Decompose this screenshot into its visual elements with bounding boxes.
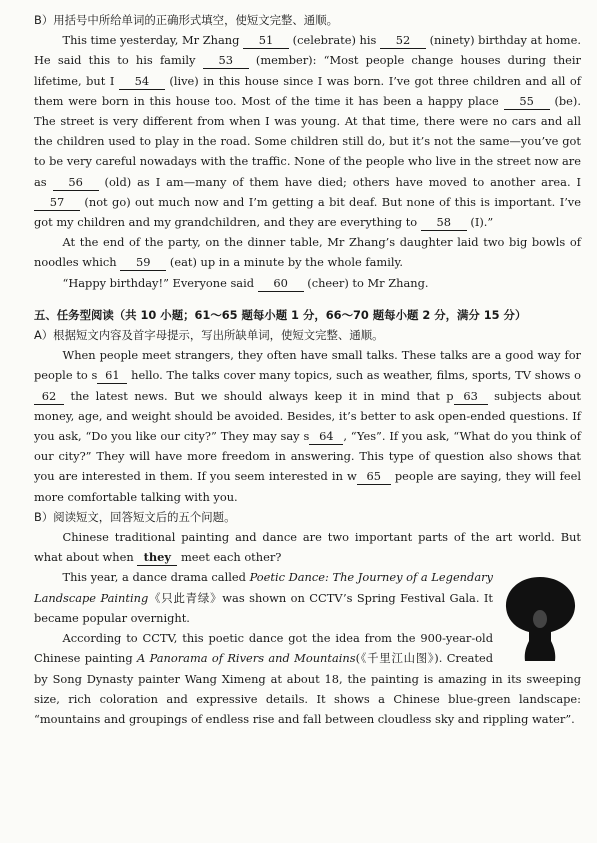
blank-63[interactable]: 63 (454, 389, 488, 405)
blank-56[interactable]: 56 (53, 175, 99, 191)
blank-62[interactable]: 62 (34, 389, 64, 405)
blank-59[interactable]: 59 (120, 255, 166, 271)
blank-55[interactable]: 55 (504, 94, 550, 110)
painting-title: A Panorama of Rivers and Mountains (137, 651, 356, 666)
dance-drama-title: Poetic Dance: The Journey of a Legendary Landscape Painting (34, 570, 493, 605)
dance-drama-title-cn: 《只此青绿》 (148, 590, 223, 605)
blank-57[interactable]: 57 (34, 195, 80, 211)
blank-64[interactable]: 64 (309, 429, 343, 445)
section-b1-heading: B）用括号中所给单词的正确形式填空，使短文完整、通顺。 (34, 13, 338, 27)
section-5b-heading: B）阅读短文，回答短文后的五个问题。 (34, 509, 236, 524)
cloze-paragraph-1: This time yesterday, Mr Zhang 51 (celebrate) his 52 (ninety) birthday at home. He said this to his family 53 (member): “Most people change houses during their lifetime, but I 54 (live) in this house since I was born. I’ve got three children and all of them were born in this house too. Most of the time it has been a happy place 55 (be). The street is very different from when I was young. At that time, there were no cars and all the children used to play in the road. Some children still do, but it’s not the same—you’ve got to be very careful nowadays with the traffic. None of the people who live in the street now are as 56 (old) as I am—many of them have died; others have moved to another area. I 57 (not go) out much now and I’m getting a bit deaf. But none of this is important. I’ve got my children and my grandchildren, and they are everything to 58 (I).” (34, 33, 582, 230)
blank-61[interactable]: 61 (97, 368, 127, 384)
blank-53[interactable]: 53 (203, 53, 249, 69)
section-5-heading: 五、任务型阅读（共 10 小题；61～65 题每小题 1 分，66～70 题每小题 2 分，满分 15 分） (34, 307, 527, 322)
dancer-illustration (499, 571, 581, 663)
underlined-word-they: they (137, 550, 177, 566)
cloze-paragraph-2: At the end of the party, on the dinner table, Mr Zhang’s daughter laid two big bowls of noodles which 59 (eat) up in a minute by the whole family. (34, 235, 581, 270)
reading-b-paragraph-1: Chinese traditional painting and dance are two important parts of the art world. But what about when they meet each other? (34, 530, 581, 565)
cloze-paragraph-3: “Happy birthday!” Everyone said 60 (cheer) to Mr Zhang. (62, 275, 429, 290)
blank-54[interactable]: 54 (119, 74, 165, 90)
blank-58[interactable]: 58 (421, 215, 467, 231)
blank-52[interactable]: 52 (380, 33, 426, 49)
blank-60[interactable]: 60 (258, 276, 304, 292)
reading-b-paragraph-3: According to CCTV, this poetic dance got the idea from the 900-year-old Chinese painting A Panorama of Rivers and Mountains(《千里江山图》). Created by Song Dynasty painter Wang Ximeng at about 18, the painting is amazing in its sweeping size, rich coloration and expressive details. It shows a Chinese blue-green landscape: “mountains and groupings of endless rise and fall between cloudless sky and rippling water”. (34, 631, 581, 726)
reading-b-paragraph-2: This year, a dance drama called Poetic Dance: The Journey of a Legendary Landscape Painting《只此青绿》was shown on CCTV’s Spring Festival Gala. It became popular overnight. (34, 570, 493, 625)
blank-65[interactable]: 65 (357, 469, 391, 485)
blank-51[interactable]: 51 (243, 33, 289, 49)
painting-title-cn: (《千里江山图》) (355, 651, 439, 666)
section-5a-heading: A）根据短文内容及首字母提示，写出所缺单词，使短文完整、通顺。 (34, 328, 384, 343)
task-reading-paragraph: When people meet strangers, they often have small talks. These talks are a good way for people to s 61 hello. The talks cover many topics, such as weather, films, sports, TV shows o62 the latest news. But we should always keep it in mind that p 63 subjects about money, age, and weight should be avoided. Besides, it’s better to ask open-ended questions. If you ask, “Do you like our city?” They may say s 64 , “Yes”. If you ask, “What do you think of our city?” They will have more freedom in answering. This type of question also shows that you are interested in them. If you seem interested in w 65 people are saying, they will feel more comfortable talking with you. (34, 348, 581, 504)
